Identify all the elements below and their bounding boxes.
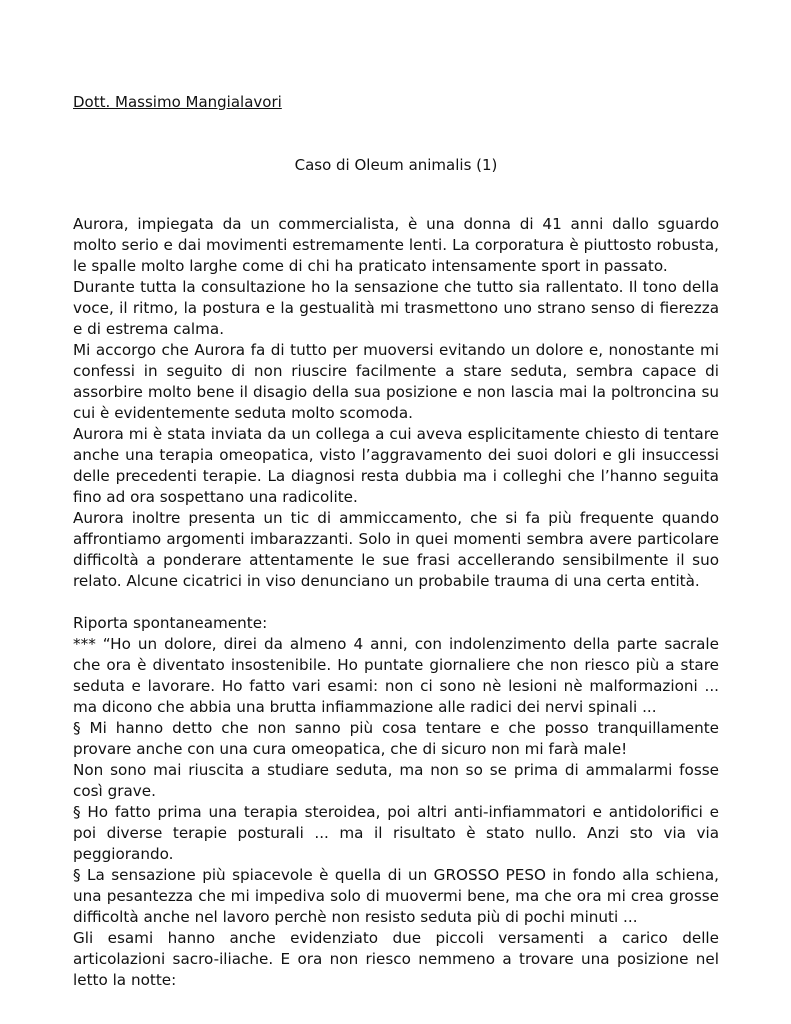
author-name: Dott. Massimo Mangialavori: [73, 93, 282, 111]
report-paragraph-1: *** “Ho un dolore, direi da almeno 4 anni, con indolenzimento della parte sacrale che ora è diventato insostenibile. Ho puntate giornaliere che non riesco più a stare seduta e lavorare. Ho fatto vari esami: non ci sono nè lesioni nè malformazioni ... ma dicono che abbia una brutta infiammazione alle radici dei nervi spinali ...: [73, 635, 719, 716]
document-body: [73, 214, 719, 991]
paragraph-gap: [73, 592, 719, 613]
intro-paragraph-2: Durante tutta la consultazione ho la sensazione che tutto sia rallentato. Il tono della voce, il ritmo, la postura e la gestualità mi trasmettono uno strano senso di fierezza e di estrema calma.: [73, 278, 719, 338]
intro-paragraph-3: Mi accorgo che Aurora fa di tutto per muoversi evitando un dolore e, nonostante mi confessi in seguito di non riuscire facilmente a stare seduta, sembra capace di assorbire molto bene il disagio della sua posizione e non lascia mai la poltroncina su cui è evidentemente seduta molto scomoda.: [73, 341, 719, 422]
report-paragraph-6: Gli esami hanno anche evidenziato due piccoli versamenti a carico delle articolazioni sacro-iliache. E ora non riesco nemmeno a trovare una posizione nel letto la notte:: [73, 929, 719, 989]
report-paragraph-3: Non sono mai riuscita a studiare seduta, ma non so se prima di ammalarmi fosse così grave.: [73, 761, 719, 800]
intro-paragraph-4: Aurora mi è stata inviata da un collega a cui aveva esplicitamente chiesto di tentare anche una terapia omeopatica, visto l’aggravamento dei suoi dolori e gli insuccessi delle precedenti terapie. La diagnosi resta dubbia ma i colleghi che l’hanno seguita fino ad ora sospettano una radicolite.: [73, 425, 719, 506]
report-heading: Riporta spontaneamente:: [73, 614, 268, 632]
document-page: [73, 92, 719, 991]
intro-paragraph-5: Aurora inoltre presenta un tic di ammiccamento, che si fa più frequente quando affrontiamo argomenti imbarazzanti. Solo in quei momenti sembra avere particolare difficoltà a ponderare attentamente le sue frasi accellerando sensibilmente il suo relato. Alcune cicatrici in viso denunciano un probabile trauma di una certa entità.: [73, 509, 719, 590]
intro-paragraph-1: Aurora, impiegata da un commercialista, è una donna di 41 anni dallo sguardo molto serio e dai movimenti estremamente lenti. La corporatura è piuttosto robusta, le spalle molto larghe come di chi ha praticato intensamente sport in passato.: [73, 215, 719, 275]
document-title: Caso di Oleum animalis (1): [294, 156, 498, 174]
report-paragraph-4: § Ho fatto prima una terapia steroidea, poi altri anti-infiammatori e antidolorifici e poi diverse terapie posturali ... ma il risultato è stato nullo. Anzi sto via via peggiorando.: [73, 803, 719, 863]
report-paragraph-2: § Mi hanno detto che non sanno più cosa tentare e che posso tranquillamente provare anche con una cura omeopatica, che di sicuro non mi farà male!: [73, 719, 719, 758]
report-paragraph-5: § La sensazione più spiacevole è quella di un GROSSO PESO in fondo alla schiena, una pesantezza che mi impediva solo di muovermi bene, ma che ora mi crea grosse difficoltà anche nel lavoro perchè non resisto seduta più di pochi minuti ...: [73, 866, 719, 926]
